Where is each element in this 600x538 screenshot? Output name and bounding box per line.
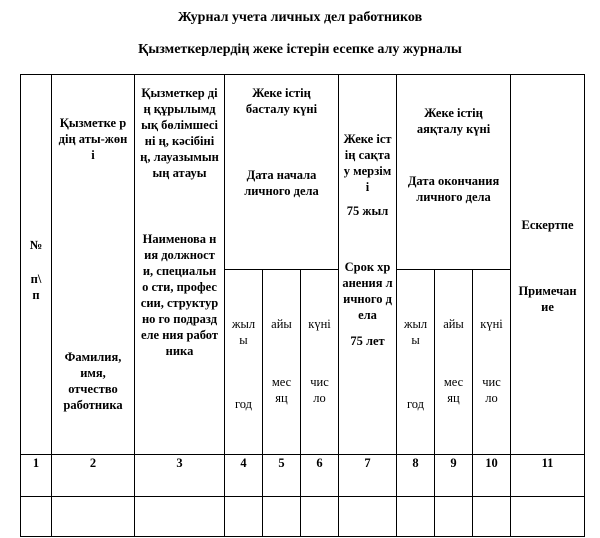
header-col-retention-kz: Жеке істің сақтау мерзімі: [343, 132, 392, 194]
header-col-retention: [339, 75, 397, 455]
empty-data-row: [21, 497, 585, 537]
header-row-top: [21, 75, 585, 270]
header-start-year-ru: год: [234, 397, 253, 411]
empty-cell: [21, 497, 52, 537]
column-number: 11: [511, 455, 585, 497]
empty-cell: [135, 497, 225, 537]
header-start-date-group: [225, 75, 339, 270]
header-col-number-ru: п\ п: [30, 272, 42, 302]
empty-cell: [435, 497, 473, 537]
header-col-name-ru: Фамилия, имя, отчество работника: [63, 350, 123, 412]
empty-cell: [225, 497, 263, 537]
header-start-day-kz: күні: [308, 317, 331, 331]
header-end-year: [397, 270, 435, 455]
column-number: 4: [225, 455, 263, 497]
empty-cell: [301, 497, 339, 537]
column-number: 8: [397, 455, 435, 497]
header-col-notes-kz: Ескертпе: [521, 218, 574, 232]
header-end-date-kz: Жеке істің аяқталу күні: [416, 106, 491, 136]
column-number: 7: [339, 455, 397, 497]
header-col-name: [52, 75, 135, 455]
header-start-month: [263, 270, 301, 455]
header-end-date-ru: Дата окончания личного дела: [407, 174, 500, 204]
header-col-position: [135, 75, 225, 455]
header-end-month-ru: месяц: [443, 375, 464, 405]
column-number: 1: [21, 455, 52, 497]
header-col-retention-kz-term: 75 жыл: [346, 204, 389, 218]
column-number: 10: [473, 455, 511, 497]
column-number: 9: [435, 455, 473, 497]
header-start-day: [301, 270, 339, 455]
header-start-year-kz: жылы: [231, 317, 256, 347]
header-col-number-kz: №: [29, 238, 43, 252]
header-start-date-ru: Дата начала личного дела: [244, 168, 319, 198]
header-end-year-ru: год: [406, 397, 425, 411]
personnel-journal-table: [20, 74, 585, 537]
empty-cell: [339, 497, 397, 537]
header-end-day: [473, 270, 511, 455]
column-number: 5: [263, 455, 301, 497]
header-col-notes: [511, 75, 585, 455]
empty-cell: [473, 497, 511, 537]
document-title-ru: Журнал учета личных дел работников: [177, 10, 423, 25]
header-col-retention-ru: Срок хранения личного дела: [342, 260, 393, 322]
header-col-position-ru: Наименова ния должности, специально сти, профессии, структурно го подразделе ния работника: [140, 232, 219, 358]
empty-cell: [511, 497, 585, 537]
header-start-date-kz: Жеке істің басталу күні: [245, 86, 318, 116]
header-col-name-kz: Қызметке рдің аты-жөні: [58, 116, 128, 162]
header-end-year-kz: жылы: [403, 317, 428, 347]
header-col-retention-ru-term: 75 лет: [350, 334, 385, 348]
column-number: 3: [135, 455, 225, 497]
document-title-kz: Қызметкерлердің жеке істерін есепке алу журналы: [138, 42, 462, 57]
header-col-notes-ru: Примечание: [518, 284, 577, 314]
column-number: 6: [301, 455, 339, 497]
column-number-row: [21, 455, 585, 497]
header-start-year: [225, 270, 263, 455]
header-end-month-kz: айы: [443, 317, 464, 331]
empty-cell: [397, 497, 435, 537]
header-end-day-kz: күні: [480, 317, 503, 331]
header-start-day-ru: число: [310, 375, 329, 405]
empty-cell: [52, 497, 135, 537]
header-end-month: [435, 270, 473, 455]
header-end-date-group: [397, 75, 511, 270]
header-col-number: [21, 75, 52, 455]
column-number: 2: [52, 455, 135, 497]
header-start-month-ru: месяц: [271, 375, 292, 405]
empty-cell: [263, 497, 301, 537]
header-end-day-ru: число: [482, 375, 501, 405]
header-col-position-kz: Қызметкер дің құрылымд ық бөлімшесіні ң, кәсібінің, лауазымын ың атауы: [140, 86, 219, 180]
header-start-month-kz: айы: [271, 317, 292, 331]
